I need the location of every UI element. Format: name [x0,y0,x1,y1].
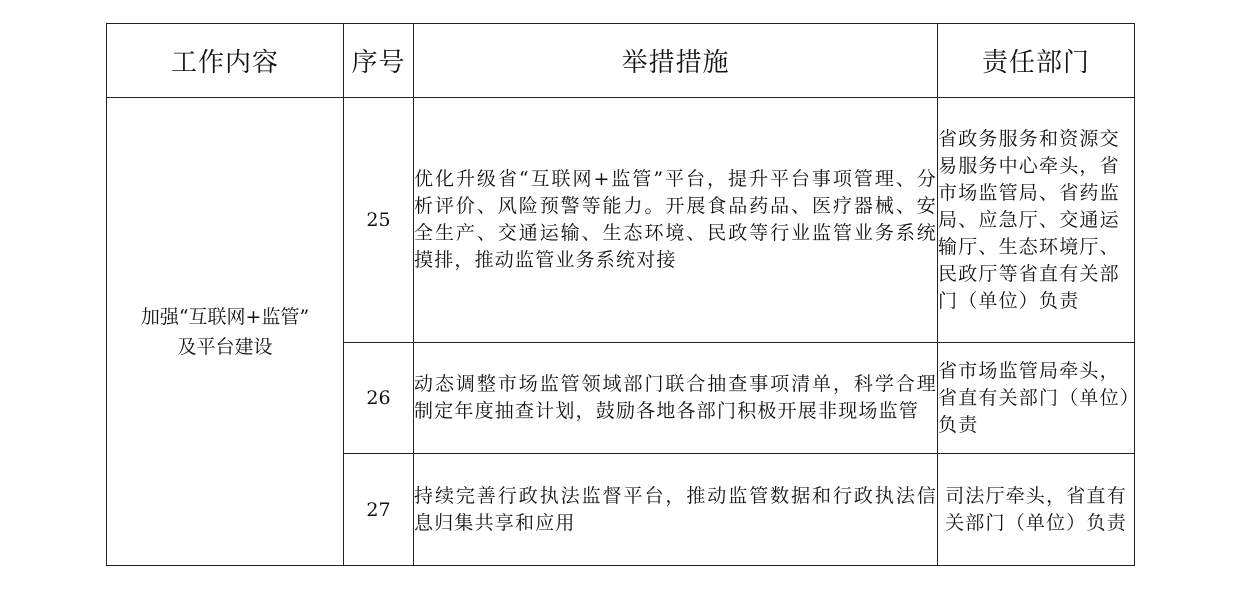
measures-table [106,23,1135,566]
dept-text: 省政务服务和资源交易服务中心牵头，省市场监管局、省药监局、应急厅、交通运输厅、生态环境厅、民政厅等省直有关部门（单位）负责 [938,127,1120,312]
dept-cell [938,454,1135,566]
header-dept: 责任部门 [938,24,1135,98]
dept-cell [938,98,1135,343]
measure-text: 动态调整市场监管领域部门联合抽查事项清单，科学合理制定年度抽查计划，鼓励各地各部门积极开展非现场监管 [414,373,937,422]
measure-cell [414,454,938,566]
measure-cell [414,98,938,343]
seq-cell: 26 [344,343,414,454]
measure-text: 持续完善行政执法监督平台，推动监管数据和行政执法信息归集共享和应用 [414,484,937,534]
table-header-row [107,24,1135,98]
dept-cell [938,343,1135,454]
seq-cell: 25 [344,98,414,343]
header-work-content: 工作内容 [107,24,344,98]
dept-text: 省市场监管局牵头，省直有关部门（单位）负责 [938,359,1131,436]
table-row [107,98,1135,343]
work-content-cell [107,98,344,566]
dept-text: 司法厅牵头，省直有关部门（单位）负责 [945,484,1127,534]
work-content-text: 加强“互联网+监管” 及平台建设 [140,305,310,358]
measure-cell [414,343,938,454]
header-seq: 序号 [344,24,414,98]
header-measures: 举措措施 [414,24,938,98]
seq-cell: 27 [344,454,414,566]
measure-text: 优化升级省“互联网+监管”平台，提升平台事项管理、分析评价、风险预警等能力。开展食品药品、医疗器械、安全生产、交通运输、生态环境、民政等行业监管业务系统摸排，推动监管业务系统对接 [414,168,937,271]
